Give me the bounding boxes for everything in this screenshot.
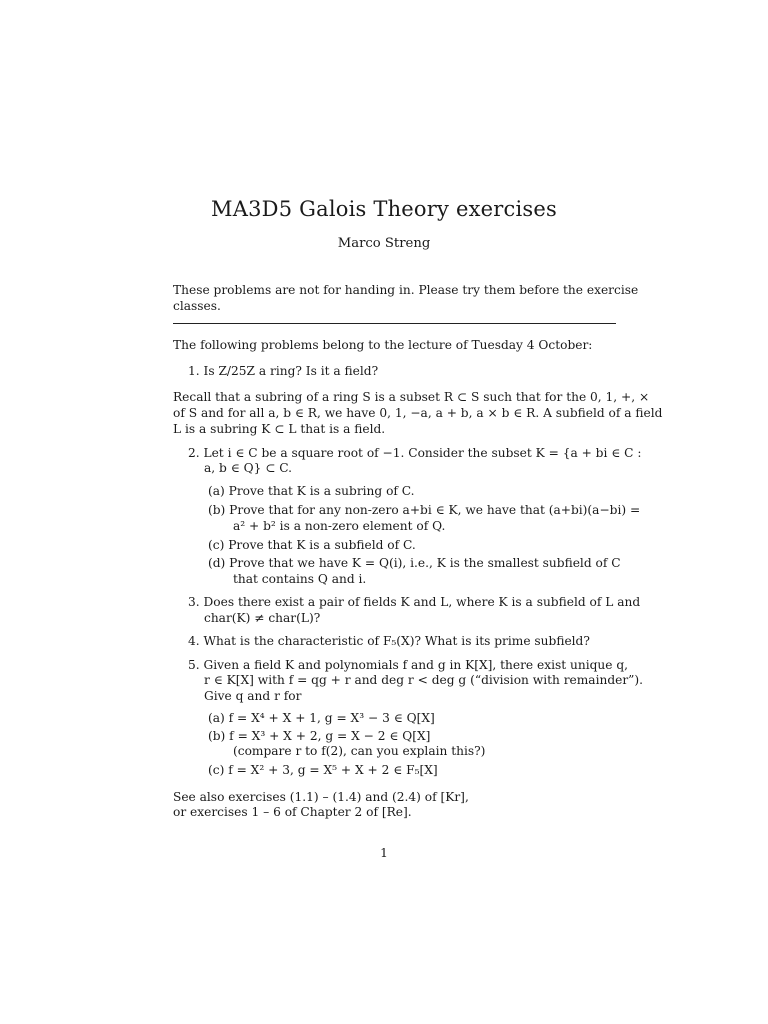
problem-2-line-2: a, b ∈ Q} ⊂ C. <box>204 461 293 475</box>
lecture-line: The following problems belong to the lecture of Tuesday 4 October: <box>173 338 593 352</box>
problem-5c: (c) f = X² + 3, g = X⁵ + X + 2 ∈ F₅[X] <box>208 763 438 777</box>
problem-1: 1. Is Z/25Z a ring? Is it a field? <box>188 364 379 378</box>
problem-2a: (a) Prove that K is a subring of C. <box>208 484 415 498</box>
problem-3-line-2: char(K) ≠ char(L)? <box>204 611 321 625</box>
problem-2b-line-2: a² + b² is a non-zero element of Q. <box>233 519 446 533</box>
problem-3-line-1: 3. Does there exist a pair of fields K and L, where K is a subfield of L and <box>188 595 641 609</box>
recall-line-2: of S and for all a, b ∈ R, we have 0, 1, −a, a + b, a × b ∈ R. A subfield of a field <box>173 406 663 420</box>
problem-2b-line-1: (b) Prove that for any non-zero a+bi ∈ K, we have that (a+bi)(a−bi) = <box>208 503 641 517</box>
problem-5-line-2: r ∈ K[X] with f = qg + r and deg r < deg g (“division with remainder”). <box>204 673 644 687</box>
problem-2d-line-1: (d) Prove that we have K = Q(i), i.e., K is the smallest subfield of C <box>208 556 621 570</box>
recall-line-3: L is a subring K ⊂ L that is a field. <box>173 422 386 436</box>
problem-2-line-1: 2. Let i ∈ C be a square root of −1. Consider the subset K = {a + bi ∈ C : <box>188 446 642 460</box>
see-also-line-1: See also exercises (1.1) – (1.4) and (2.4) of [Kr], <box>173 790 469 804</box>
problem-5a: (a) f = X⁴ + X + 1, g = X³ − 3 ∈ Q[X] <box>208 711 435 725</box>
problem-2c: (c) Prove that K is a subfield of C. <box>208 538 416 552</box>
problem-4: 4. What is the characteristic of F₅(X)? What is its prime subfield? <box>188 634 590 648</box>
problem-5b-line-2: (compare r to f(2), can you explain this?) <box>233 744 486 758</box>
intro-line-1: These problems are not for handing in. Please try them before the exercise <box>173 283 639 297</box>
page-number: 1 <box>380 846 388 860</box>
document-title: MA3D5 Galois Theory exercises <box>211 197 557 221</box>
horizontal-rule <box>173 323 616 324</box>
see-also-line-2: or exercises 1 – 6 of Chapter 2 of [Re]. <box>173 805 412 819</box>
recall-line-1: Recall that a subring of a ring S is a subset R ⊂ S such that for the 0, 1, +, × <box>173 390 650 404</box>
problem-5-line-3: Give q and r for <box>204 689 302 703</box>
document-author: Marco Streng <box>337 236 431 251</box>
problem-5-line-1: 5. Given a field K and polynomials f and g in K[X], there exist unique q, <box>188 658 629 672</box>
problem-5b-line-1: (b) f = X³ + X + 2, g = X − 2 ∈ Q[X] <box>208 729 431 743</box>
intro-line-2: classes. <box>173 299 221 313</box>
problem-2d-line-2: that contains Q and i. <box>233 572 367 586</box>
